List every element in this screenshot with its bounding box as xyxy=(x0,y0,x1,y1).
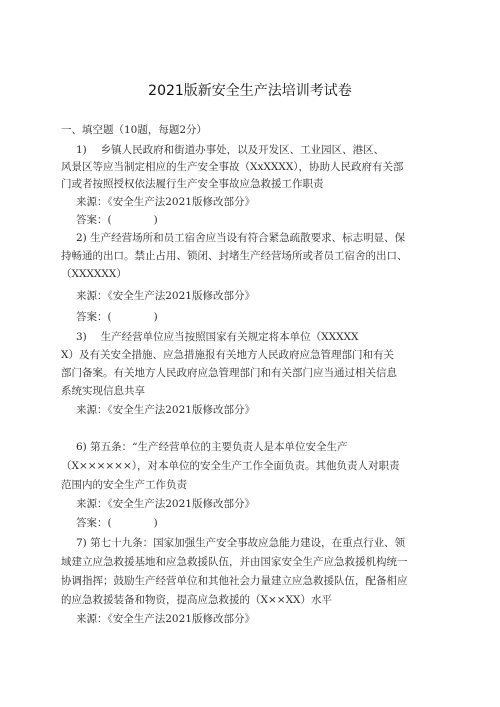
question-6-line-1: 6) 第五条：“生产经营单位的主要负责人是本单位安全生产 xyxy=(76,441,348,453)
question-2-source: 来源：《安全生产法2021版修改部分》 xyxy=(76,290,255,302)
question-1-line-3: 门或者按照授权依法履行生产安全事故应急救援工作职责 xyxy=(61,178,324,190)
section-heading: 一、填空题（10题，每题2分） xyxy=(61,124,208,136)
question-1-line-2: 风景区等应当制定相应的生产安全事故（XxXXXX），协助人民政府有关部 xyxy=(61,161,404,173)
question-3-line-1: 3) 生产经营单位应当按照国家有关规定将本单位（XXXXX xyxy=(76,331,359,343)
question-3-line-4: 系统实现信息共享 xyxy=(61,385,145,397)
question-2-line-2: 持畅通的出口。禁止占用、锁闭、封堵生产经营场所或者员工宿舍的出口、 xyxy=(61,250,408,262)
question-1-answer: 答案：( ) xyxy=(76,214,158,226)
question-7-line-2: 域建立应急救援基地和应急救援队伍，并由国家安全生产应急救援机构统一 xyxy=(61,556,408,568)
question-6-answer: 答案：( ) xyxy=(76,517,158,529)
question-3-line-3: 部门备案。有关地方人民政府应急管理部门和有关部门应当通过相关信息 xyxy=(61,367,397,379)
question-7-source: 来源：《安全生产法2021版修改部分》 xyxy=(76,613,255,625)
question-2-line-3: （XXXXXX） xyxy=(61,268,127,280)
question-7-line-1: 7) 第七十九条：国家加强生产安全事故应急能力建设，在重点行业、领 xyxy=(76,537,406,549)
question-3-line-2: X）及有关安全措施、应急措施报有关地方人民政府应急管理部门和有关 xyxy=(61,349,394,361)
exam-title: 2021版新安全生产法培训考试卷 xyxy=(148,83,352,99)
question-6-source: 来源：《安全生产法2021版修改部分》 xyxy=(76,498,255,510)
question-6-line-2: （X××××××），对本单位的安全生产工作全面负责。其他负责人对职责 xyxy=(61,460,400,472)
question-2-line-1: 2) 生产经营场所和员工宿舍应当设有符合紧急疏散要求、标志明显、保 xyxy=(76,232,406,244)
question-6-line-3: 范围内的安全生产工作负责 xyxy=(61,479,187,491)
question-2-answer: 答案：( ) xyxy=(76,311,158,323)
question-3-source: 来源：《安全生产法2021版修改部分》 xyxy=(76,404,255,416)
question-1-source: 来源：《安全生产法2021版修改部分》 xyxy=(76,196,255,208)
question-7-line-3: 协调指挥；鼓励生产经营单位和其他社会力量建立应急救援队伍，配备相应 xyxy=(61,575,408,587)
question-1-line-1: 1) 乡镇人民政府和街道办事处，以及开发区、工业园区、港区、 xyxy=(76,144,385,156)
question-7-line-4: 的应急救援装备和物资，提高应急救援的（X××XX）水平 xyxy=(61,594,333,606)
